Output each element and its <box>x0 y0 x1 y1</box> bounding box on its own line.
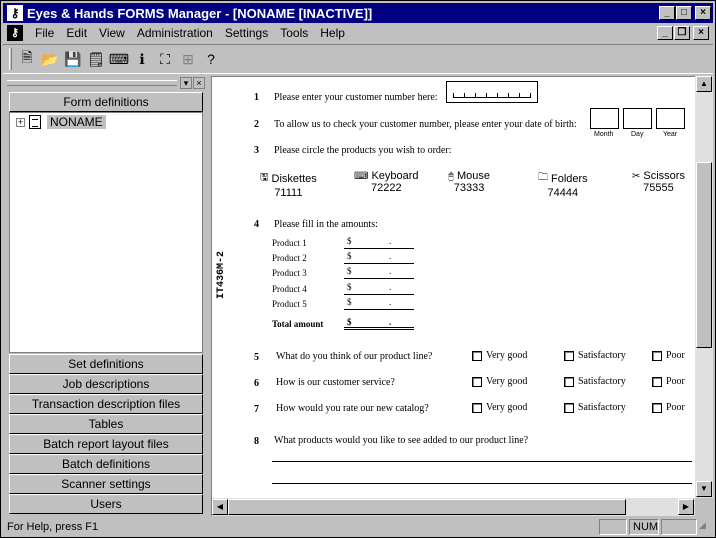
folder-icon: 🗀 <box>538 172 548 183</box>
form-document-icon <box>29 115 41 129</box>
resize-grip-icon[interactable]: ◢ <box>699 520 706 530</box>
amount-label-3: Product 3 <box>272 268 307 278</box>
q3-number: 3 <box>254 145 259 156</box>
q7-text: How would you rate our new catalog? <box>276 403 429 414</box>
answer-line-2[interactable] <box>272 483 692 484</box>
scroll-right-icon[interactable]: ▶ <box>678 499 694 515</box>
menu-bar <box>3 23 713 43</box>
section-set-definitions[interactable]: Set definitions <box>9 354 203 374</box>
amount-field-5[interactable]: $ . <box>344 297 414 310</box>
dob-month-box[interactable] <box>590 108 619 129</box>
section-batch-definitions[interactable]: Batch definitions <box>9 454 203 474</box>
menu-view[interactable]: View <box>99 26 125 40</box>
keyboard-icon: ⌨ <box>354 170 369 182</box>
q6-poor[interactable]: Poor <box>652 376 685 387</box>
q8-number: 8 <box>254 436 259 447</box>
q2-text: To allow us to check your customer number, please enter your date of birth: <box>274 119 577 130</box>
q5-number: 5 <box>254 352 259 363</box>
new-icon[interactable]: 🗎 <box>21 49 33 65</box>
scroll-up-icon[interactable]: ▲ <box>696 76 712 92</box>
status-panel-blank <box>661 519 697 535</box>
form-tree <box>9 112 203 353</box>
amount-label-2: Product 2 <box>272 253 307 263</box>
status-panel-empty <box>599 519 627 535</box>
context-help-icon[interactable]: ? <box>207 51 215 67</box>
q5-satisfactory[interactable]: Satisfactory <box>564 350 626 361</box>
pane-close-icon[interactable]: × <box>193 77 205 89</box>
doc-close-button[interactable]: × <box>693 26 709 40</box>
doc-restore-button[interactable]: ❐ <box>674 26 690 40</box>
product-mouse[interactable]: 🖰 Mouse 73333 <box>448 170 491 194</box>
scroll-left-icon[interactable]: ◀ <box>212 499 228 515</box>
vertical-scroll-thumb[interactable] <box>696 162 712 348</box>
diskette-icon: 🖫 <box>260 172 269 183</box>
total-amount-label: Total amount <box>272 319 324 329</box>
q6-satisfactory[interactable]: Satisfactory <box>564 376 626 387</box>
q1-number: 1 <box>254 92 259 103</box>
dob-day-label: Day <box>631 131 644 138</box>
scanner-icon[interactable]: ⌨ <box>108 50 130 67</box>
q5-very-good[interactable]: Very good <box>472 350 527 361</box>
dob-day-box[interactable] <box>623 108 652 129</box>
zoom-icon[interactable]: ⊞ <box>182 50 194 67</box>
pane-dropdown-icon[interactable]: ▾ <box>180 77 192 89</box>
horizontal-scrollbar[interactable] <box>212 498 695 516</box>
toolbar <box>3 44 713 74</box>
title-bar[interactable] <box>3 3 713 23</box>
menu-file[interactable]: File <box>35 26 55 40</box>
q5-text: What do you think of our product line? <box>276 351 433 362</box>
amount-label-5: Product 5 <box>272 299 307 309</box>
q2-number: 2 <box>254 119 259 130</box>
tree-item[interactable] <box>16 115 106 129</box>
dob-year-label: Year <box>663 131 678 138</box>
maximize-button[interactable]: □ <box>676 6 692 20</box>
info-icon[interactable]: ℹ <box>139 50 145 67</box>
amount-field-4[interactable]: $ . <box>344 282 414 295</box>
window-title: Eyes & Hands FORMS Manager - [NONAME [INACTIVE]] <box>27 5 373 21</box>
q7-number: 7 <box>254 404 259 415</box>
navigator-pane <box>5 76 205 516</box>
section-users[interactable]: Users <box>9 494 203 514</box>
form-side-code: IT436M-2 <box>216 250 227 299</box>
status-num-indicator: NUM <box>629 519 659 535</box>
q7-satisfactory[interactable]: Satisfactory <box>564 402 626 413</box>
menu-tools[interactable]: Tools <box>280 26 309 40</box>
product-scissors[interactable]: ✂ Scissors 75555 <box>632 170 685 194</box>
mouse-icon: 🖰 <box>448 170 454 182</box>
customer-number-box[interactable] <box>446 81 538 103</box>
tree-item-label[interactable]: NONAME <box>47 115 106 129</box>
section-scanner-settings[interactable]: Scanner settings <box>9 474 203 494</box>
document-icon[interactable]: ⚷ <box>7 25 23 41</box>
save-icon[interactable]: 💾 <box>64 50 82 67</box>
q7-very-good[interactable]: Very good <box>472 402 527 413</box>
menu-help[interactable]: Help <box>320 26 345 40</box>
dob-year-box[interactable] <box>656 108 685 129</box>
q6-text: How is our customer service? <box>276 377 395 388</box>
pane-header <box>5 76 205 90</box>
q3-text: Please circle the products you wish to order: <box>274 145 452 156</box>
amount-label-4: Product 4 <box>272 284 307 294</box>
section-job-descriptions[interactable]: Job descriptions <box>9 374 203 394</box>
product-folders[interactable]: 🗀 Folders 74444 <box>538 172 588 199</box>
doc-minimize-button[interactable]: _ <box>657 26 673 40</box>
status-message: For Help, press F1 <box>7 521 99 533</box>
fit-page-icon[interactable]: ⛶ <box>160 50 170 67</box>
status-bar <box>3 517 713 537</box>
expand-icon[interactable]: + <box>17 116 24 127</box>
section-form-definitions[interactable]: Form definitions <box>9 92 203 112</box>
close-button[interactable]: × <box>695 6 711 20</box>
form-canvas[interactable] <box>211 76 713 516</box>
dob-month-label: Month <box>594 131 614 138</box>
q5-poor[interactable]: Poor <box>652 350 685 361</box>
form-page <box>212 77 696 497</box>
menu-administration[interactable]: Administration <box>136 26 213 40</box>
q6-very-good[interactable]: Very good <box>472 376 527 387</box>
menu-settings[interactable]: Settings <box>224 26 269 40</box>
vertical-scrollbar[interactable] <box>695 76 713 498</box>
app-icon[interactable]: ⚷ <box>7 5 23 21</box>
section-batch-report-layout-files[interactable]: Batch report layout files <box>9 434 203 454</box>
q7-poor[interactable]: Poor <box>652 402 685 413</box>
menu-edit[interactable]: Edit <box>66 26 88 40</box>
amount-field-3[interactable]: $ . <box>344 266 414 279</box>
amount-label-1: Product 1 <box>272 238 307 248</box>
scissors-icon: ✂ <box>632 170 641 182</box>
toolbar-grip[interactable] <box>9 48 12 70</box>
amount-field-2[interactable]: $ . <box>344 251 414 264</box>
q8-text: What products would you like to see added to our product line? <box>274 435 529 446</box>
section-tables[interactable]: Tables <box>9 414 203 434</box>
pane-grip[interactable] <box>7 80 177 86</box>
q1-text: Please enter your customer number here: <box>274 92 438 103</box>
total-amount-field[interactable]: $ . <box>344 317 414 330</box>
q6-number: 6 <box>254 378 259 389</box>
product-keyboard[interactable]: ⌨ Keyboard 72222 <box>354 170 419 194</box>
q4-text: Please fill in the amounts: <box>274 219 378 230</box>
horizontal-scroll-thumb[interactable] <box>228 499 626 515</box>
scroll-down-icon[interactable]: ▼ <box>696 481 712 497</box>
minimize-button[interactable]: _ <box>659 6 675 20</box>
product-diskettes[interactable]: 🖫 Diskettes 71111 <box>260 172 317 199</box>
properties-icon[interactable]: 🗒 <box>87 50 105 67</box>
amount-field-1[interactable]: $ . <box>344 236 414 249</box>
section-transaction-description-files[interactable]: Transaction description files <box>9 394 203 414</box>
answer-line-1[interactable] <box>272 461 692 462</box>
q4-number: 4 <box>254 219 259 230</box>
scroll-corner <box>695 498 713 516</box>
mdi-controls <box>656 26 711 40</box>
open-folder-icon[interactable]: 📂 <box>41 50 59 67</box>
